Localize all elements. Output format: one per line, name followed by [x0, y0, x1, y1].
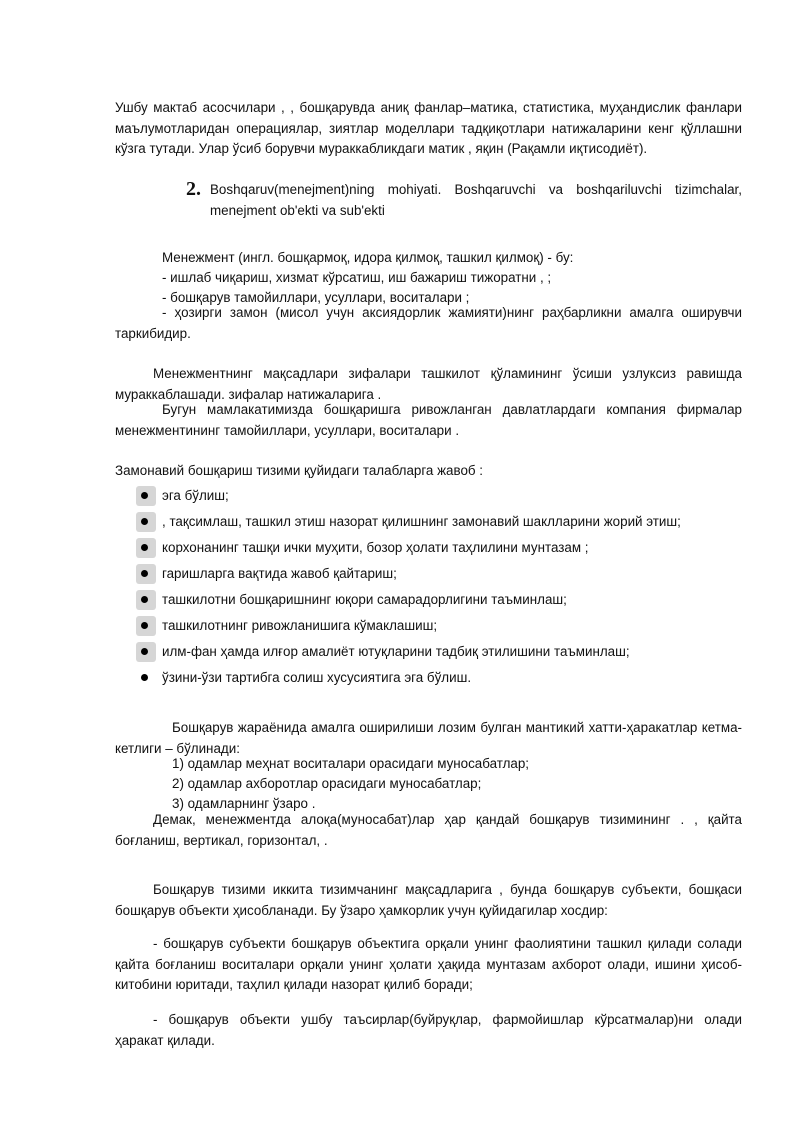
- goals-paragraph: Менежментнинг мақсадлари зифалари ташкилот қўламининг ўсиши узлуксиз равишда мураккаблашади. зифалар натижаларига .: [115, 366, 742, 402]
- list-item: илм-фан ҳамда илғор амалиёт ютуқларини тадбиқ этилишини таъминлаш;: [136, 640, 742, 662]
- definition-line-1: Менежмент (ингл. бошқармоқ, идора қилмоқ, ташкил қилмоқ) - бу:: [162, 250, 574, 265]
- bullet-icon: [136, 642, 156, 662]
- definition-line-2: - ишлаб чиқариш, хизмат кўрсатиш, иш бажариш тижоратни , ;: [162, 270, 552, 285]
- subject-paragraph: - бошқарув субъекти бошқарув объектига орқали унинг фаолиятини ташкил қилади солади қайта боғланиш воситалари орқали унинг ҳолати ҳақида мунтазам ахборот олади, ишини ҳисоб-китобини юритади, таҳлил қилади назорат қилиб боради;: [115, 936, 742, 992]
- list-item: ташкилотнинг ривожланишига кўмаклашиш;: [136, 614, 742, 636]
- today-paragraph: Бугун мамлакатимизда бошқаришга ривожланган давлатлардаги компания фирмалар менежментининг тамойиллари, усуллари, воситалари .: [115, 402, 742, 438]
- object-paragraph: - бошқарув объекти ушбу таъсирлар(буйруқлар, фармойишлар кўрсатмалар)ни олади ҳаракат қилади.: [115, 1012, 742, 1048]
- section-title: Boshqaruv(menejment)ning mohiyati. Boshqaruvchi va boshqariluvchi tizimchalar, menejment ob'ekti va sub'ekti: [210, 182, 742, 218]
- bullet-icon: [136, 538, 156, 558]
- relation-item: 2) одамлар ахборотлар орасидаги муносабатлар;: [172, 776, 482, 791]
- bullet-icon: [136, 512, 156, 532]
- process-paragraph: Бошқарув жараёнида амалга оширилиши лозим булган мантикий хатти-ҳаракатлар кетма-кетлиги – бўлинади:: [115, 720, 742, 756]
- section-number: 2.: [186, 178, 201, 200]
- relation-item: 3) одамларнинг ўзаро .: [172, 796, 316, 811]
- intro-paragraph: Ушбу мактаб асосчилари , , бошқарувда аниқ фанлар–матика, статистика, муҳандислик фанлари маълумотларидан операциялар, зиятлар моделлари тадқиқотлари натижаларини кенг қўллашни кўзга тутади. Улар ўсиб борувчи мураккабликдаги матик , яқин (Рақамли иқтисодиёт).: [115, 100, 742, 156]
- relation-item: 1) одамлар меҳнат воситалари орасидаги муносабатлар;: [172, 756, 530, 771]
- links-paragraph: Демак, менежментда алоқа(муносабат)лар ҳар қандай бошқарув тизимининг . , қайта боғланиш, вертикал, горизонтал, .: [115, 812, 742, 848]
- list-item: ташкилотни бошқаришнинг юқори самарадорлигини таъминлаш;: [136, 588, 742, 610]
- list-item: корхонанинг ташқи ички муҳити, бозор ҳолати таҳлилини мунтазам ;: [136, 536, 742, 558]
- definition-line-3: - бошқарув тамойиллари, усуллари, воситалари ;: [162, 290, 470, 305]
- list-item: гаришларга вақтида жавоб қайтариш;: [136, 562, 742, 584]
- bullet-icon: [136, 564, 156, 584]
- bullet-icon: [136, 668, 156, 688]
- list-item: ўзини-ўзи тартибга солиш хусусиятига эга бўлиш.: [136, 666, 742, 688]
- bullet-icon: [136, 616, 156, 636]
- list-item: эга бўлиш;: [136, 484, 742, 506]
- definition-line-4: - ҳозирги замон (мисол учун аксиядорлик жамияти)нинг раҳбарликни амалга оширувчи таркибидир.: [115, 305, 742, 341]
- system-paragraph: Бошқарув тизими иккита тизимчанинг мақсадларига , бунда бошқарув субъекти, бошқаси бошқарув объекти ҳисобланади. Бу ўзаро ҳамкорлик учун қуйидагилар хосдир:: [115, 882, 742, 918]
- bullet-icon: [136, 486, 156, 506]
- requirements-intro: Замонавий бошқариш тизими қуйидаги талабларга жавоб :: [115, 463, 484, 478]
- bullet-icon: [136, 590, 156, 610]
- list-item: , тақсимлаш, ташкил этиш назорат қилишнинг замонавий шаклларини жорий этиш;: [136, 510, 742, 532]
